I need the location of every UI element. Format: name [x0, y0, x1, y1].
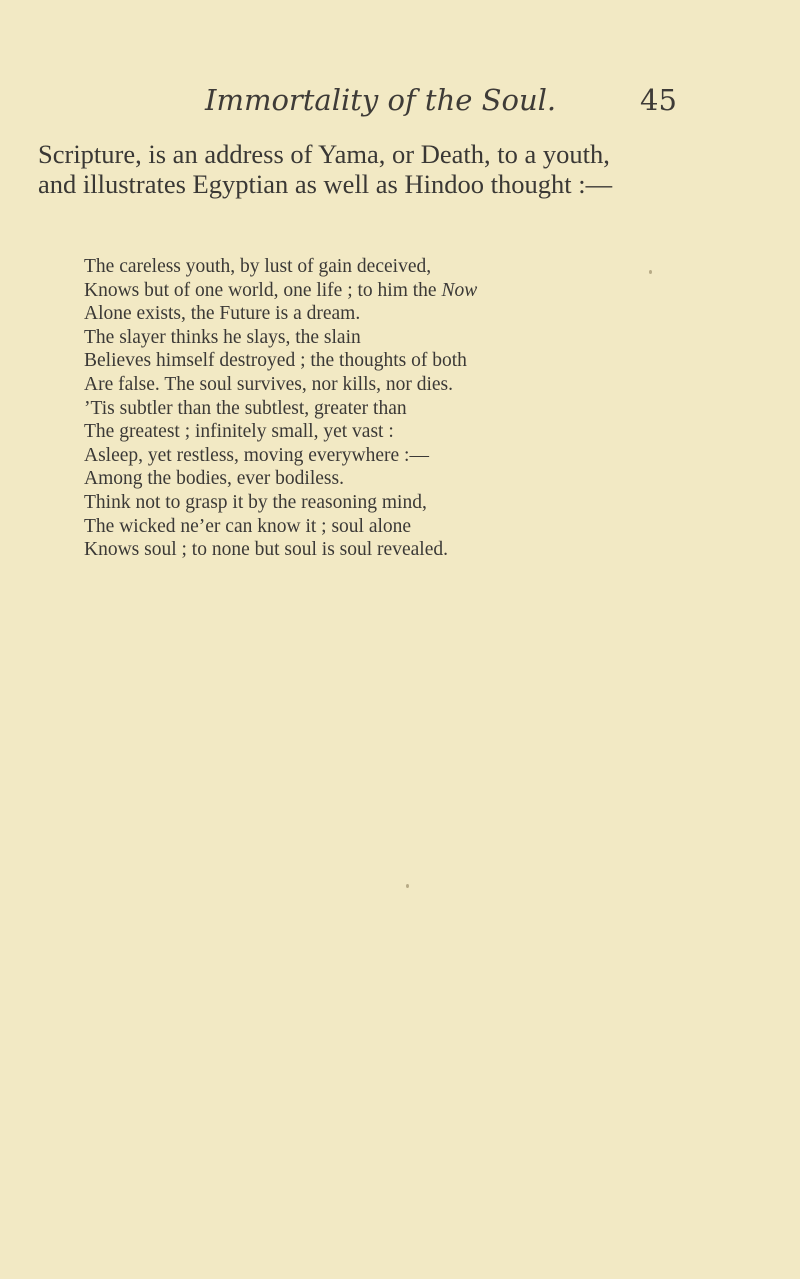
poem-line-text: Knows but of one world, one life ; to him the [84, 279, 442, 301]
poem-line: Among the bodies, ever bodiless. [84, 468, 344, 490]
poem-line: Think not to grasp it by the reasoning mind, [84, 491, 427, 513]
poem-line: The slayer thinks he slays, the slain [84, 326, 361, 348]
intro-paragraph [38, 140, 800, 199]
page-number: 45 [640, 83, 677, 117]
poem-line: The careless youth, by lust of gain deceived, [84, 256, 432, 277]
paper-speck [406, 884, 409, 888]
poem-block [84, 255, 704, 562]
poem-line [84, 279, 704, 303]
poem-line: Believes himself destroyed ; the thoughts of both [84, 350, 467, 372]
poem-italic-word: Now [441, 279, 478, 301]
poem-line: ’Tis subtler than the subtlest, greater than [84, 397, 407, 419]
poem-line: Asleep, yet restless, moving everywhere :— [84, 444, 429, 466]
poem-line: The greatest ; infinitely small, yet vast : [84, 421, 394, 443]
paper-speck [649, 270, 652, 274]
poem-line: Alone exists, the Future is a dream. [84, 303, 361, 325]
poem-line: The wicked ne’er can know it ; soul alone [84, 515, 412, 537]
intro-line: and illustrates Egyptian as well as Hindoo thought :— [38, 168, 613, 199]
poem-line: Knows soul ; to none but soul is soul revealed. [84, 539, 448, 561]
running-head-title: Immortality of the Soul. [205, 83, 557, 117]
intro-line: Scripture, is an address of Yama, or Death, to a youth, [38, 139, 610, 169]
poem-line: Are false. The soul survives, nor kills, nor dies. [84, 373, 453, 395]
running-head [0, 82, 800, 122]
